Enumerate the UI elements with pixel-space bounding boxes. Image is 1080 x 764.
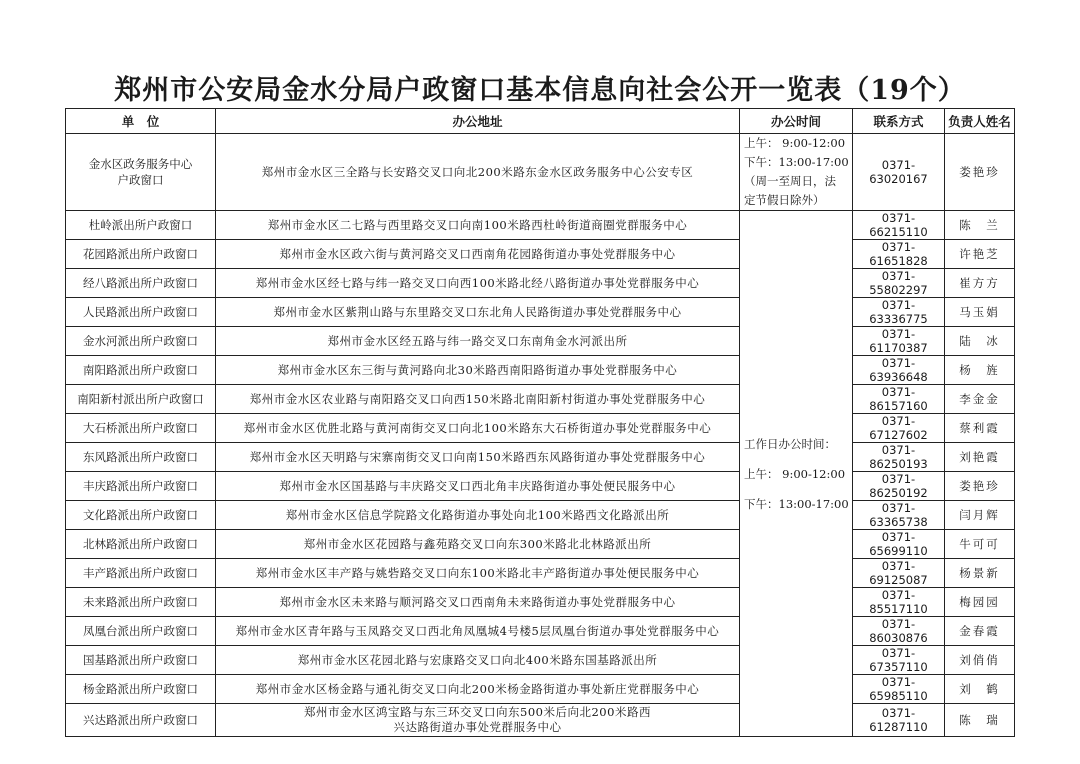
address-cell: 郑州市金水区东三街与黄河路向北30米路西南阳路街道办事处党群服务中心 [216,356,740,385]
unit-cell: 杨金路派出所户政窗口 [66,675,216,704]
unit-cell: 凤凰台派出所户政窗口 [66,617,216,646]
unit-cell: 北林路派出所户政窗口 [66,530,216,559]
table-row [66,134,1015,211]
phone-cell: 0371-67127602 [853,414,945,443]
address-cell: 郑州市金水区信息学院路文化路街道办事处向北100米路西文化路派出所 [216,501,740,530]
address-cell: 郑州市金水区三全路与长安路交叉口向北200米路东金水区政务服务中心公安专区 [216,134,740,211]
table-row [66,675,1015,704]
unit-cell: 文化路派出所户政窗口 [66,501,216,530]
phone-cell: 0371-61287110 [853,704,945,737]
address-cell: 郑州市金水区政六街与黄河路交叉口西南角花园路街道办事处党群服务中心 [216,240,740,269]
hours-line: 工作日办公时间： [744,436,836,451]
table-row [66,385,1015,414]
address-cell: 郑州市金水区丰产路与姚砦路交叉口向东100米路北丰产路街道办事处便民服务中心 [216,559,740,588]
phone-cell: 0371-67357110 [853,646,945,675]
unit-cell: 南阳新村派出所户政窗口 [66,385,216,414]
table-row [66,211,1015,240]
address-cell: 郑州市金水区未来路与顺河路交叉口西南角未来路街道办事处党群服务中心 [216,588,740,617]
table-row [66,704,1015,737]
person-cell: 刘艳霞 [945,443,1015,472]
phone-cell: 0371-69125087 [853,559,945,588]
header-phone: 联系方式 [853,109,945,134]
hours-line: 上午： 9:00-12:00 [744,136,846,150]
phone-cell: 0371-63936648 [853,356,945,385]
unit-line: 金水区政务服务中心 [88,157,193,171]
table-row [66,617,1015,646]
hours-line: 上午： 9:00-12:00 [744,466,846,481]
address-cell: 郑州市金水区国基路与丰庆路交叉口西北角丰庆路街道办事处便民服务中心 [216,472,740,501]
address-cell: 郑州市金水区二七路与西里路交叉口向南100米路西杜岭街道商圈党群服务中心 [216,211,740,240]
phone-cell: 0371-66215110 [853,211,945,240]
address-cell: 郑州市金水区经七路与纬一路交叉口向西100米路北经八路街道办事处党群服务中心 [216,269,740,298]
unit-cell: 大石桥派出所户政窗口 [66,414,216,443]
header-unit: 单 位 [66,109,216,134]
address-cell: 郑州市金水区花园路与鑫苑路交叉口向东300米路北北林路派出所 [216,530,740,559]
person-cell: 娄艳珍 [945,134,1015,211]
phone-cell: 0371-86157160 [853,385,945,414]
unit-cell: 丰庆路派出所户政窗口 [66,472,216,501]
unit-cell [66,134,216,211]
table-row [66,269,1015,298]
person-cell: 马玉娟 [945,298,1015,327]
person-cell: 许艳芝 [945,240,1015,269]
person-cell: 梅园园 [945,588,1015,617]
phone-cell: 0371-86250193 [853,443,945,472]
phone-cell: 0371-63336775 [853,298,945,327]
person-cell: 陈 兰 [945,211,1015,240]
unit-cell: 国基路派出所户政窗口 [66,646,216,675]
address-cell: 郑州市金水区花园北路与宏康路交叉口向北400米路东国基路派出所 [216,646,740,675]
unit-cell: 南阳路派出所户政窗口 [66,356,216,385]
person-cell: 刘俏俏 [945,646,1015,675]
header-address: 办公地址 [216,109,740,134]
unit-line: 户政窗口 [117,173,164,187]
table-row [66,530,1015,559]
address-line: 兴达路街道办事处党群服务中心 [393,720,562,734]
hours-line: 下午：13:00-17:00 [744,496,849,511]
unit-cell: 经八路派出所户政窗口 [66,269,216,298]
person-cell: 牛可可 [945,530,1015,559]
person-cell: 陈 瑞 [945,704,1015,737]
phone-cell: 0371-55802297 [853,269,945,298]
table-row [66,472,1015,501]
unit-cell: 丰产路派出所户政窗口 [66,559,216,588]
header-hours: 办公时间 [740,109,853,134]
person-cell: 李金金 [945,385,1015,414]
address-cell: 郑州市金水区杨金路与通礼街交叉口向北200米杨金路街道办事处新庄党群服务中心 [216,675,740,704]
phone-cell: 0371-63020167 [853,134,945,211]
person-cell: 杨 旌 [945,356,1015,385]
table-row [66,443,1015,472]
person-cell: 娄艳珍 [945,472,1015,501]
phone-cell: 0371-86250192 [853,472,945,501]
phone-cell: 0371-61170387 [853,327,945,356]
table-row [66,588,1015,617]
hours-cell [740,134,853,211]
unit-cell: 未来路派出所户政窗口 [66,588,216,617]
address-cell: 郑州市金水区青年路与玉凤路交叉口西北角凤凰城4号楼5层凤凰台街道办事处党群服务中心 [216,617,740,646]
address-cell: 郑州市金水区天明路与宋寨南街交叉口向南150米路西东风路街道办事处党群服务中心 [216,443,740,472]
phone-cell: 0371-85517110 [853,588,945,617]
table-row [66,356,1015,385]
phone-cell: 0371-65699110 [853,530,945,559]
page-title: 郑州市公安局金水分局户政窗口基本信息向社会公开一览表（19个） [114,75,966,106]
table-row [66,501,1015,530]
table-row [66,646,1015,675]
table-row [66,298,1015,327]
person-cell: 陆 冰 [945,327,1015,356]
header-person: 负责人姓名 [945,109,1015,134]
unit-cell: 杜岭派出所户政窗口 [66,211,216,240]
unit-cell: 人民路派出所户政窗口 [66,298,216,327]
person-cell: 崔方方 [945,269,1015,298]
unit-cell: 花园路派出所户政窗口 [66,240,216,269]
address-cell [216,704,740,737]
unit-cell: 东风路派出所户政窗口 [66,443,216,472]
table-row [66,327,1015,356]
phone-cell: 0371-86030876 [853,617,945,646]
table-row [66,414,1015,443]
unit-cell: 兴达路派出所户政窗口 [66,704,216,737]
person-cell: 刘 鹤 [945,675,1015,704]
phone-cell: 0371-63365738 [853,501,945,530]
address-cell: 郑州市金水区优胜北路与黄河南街交叉口向北100米路东大石桥街道办事处党群服务中心 [216,414,740,443]
person-cell: 金春霞 [945,617,1015,646]
table-header-row [66,109,1015,134]
person-cell: 蔡利霞 [945,414,1015,443]
address-line: 郑州市金水区鸿宝路与东三环交叉口向东500米后向北200米路西 [304,705,651,719]
table-row [66,240,1015,269]
address-cell: 郑州市金水区经五路与纬一路交叉口东南角金水河派出所 [216,327,740,356]
info-table [65,108,1015,737]
person-cell: 杨景新 [945,559,1015,588]
person-cell: 闫月辉 [945,501,1015,530]
merged-hours-cell [740,211,853,737]
hours-line: 下午：13:00-17:00 [744,155,849,169]
phone-cell: 0371-61651828 [853,240,945,269]
address-cell: 郑州市金水区农业路与南阳路交叉口向西150米路北南阳新村街道办事处党群服务中心 [216,385,740,414]
hours-line: （周一至周日，法 [744,174,836,188]
address-cell: 郑州市金水区紫荆山路与东里路交叉口东北角人民路街道办事处党群服务中心 [216,298,740,327]
unit-cell: 金水河派出所户政窗口 [66,327,216,356]
hours-line: 定节假日除外） [744,193,825,207]
phone-cell: 0371-65985110 [853,675,945,704]
table-row [66,559,1015,588]
